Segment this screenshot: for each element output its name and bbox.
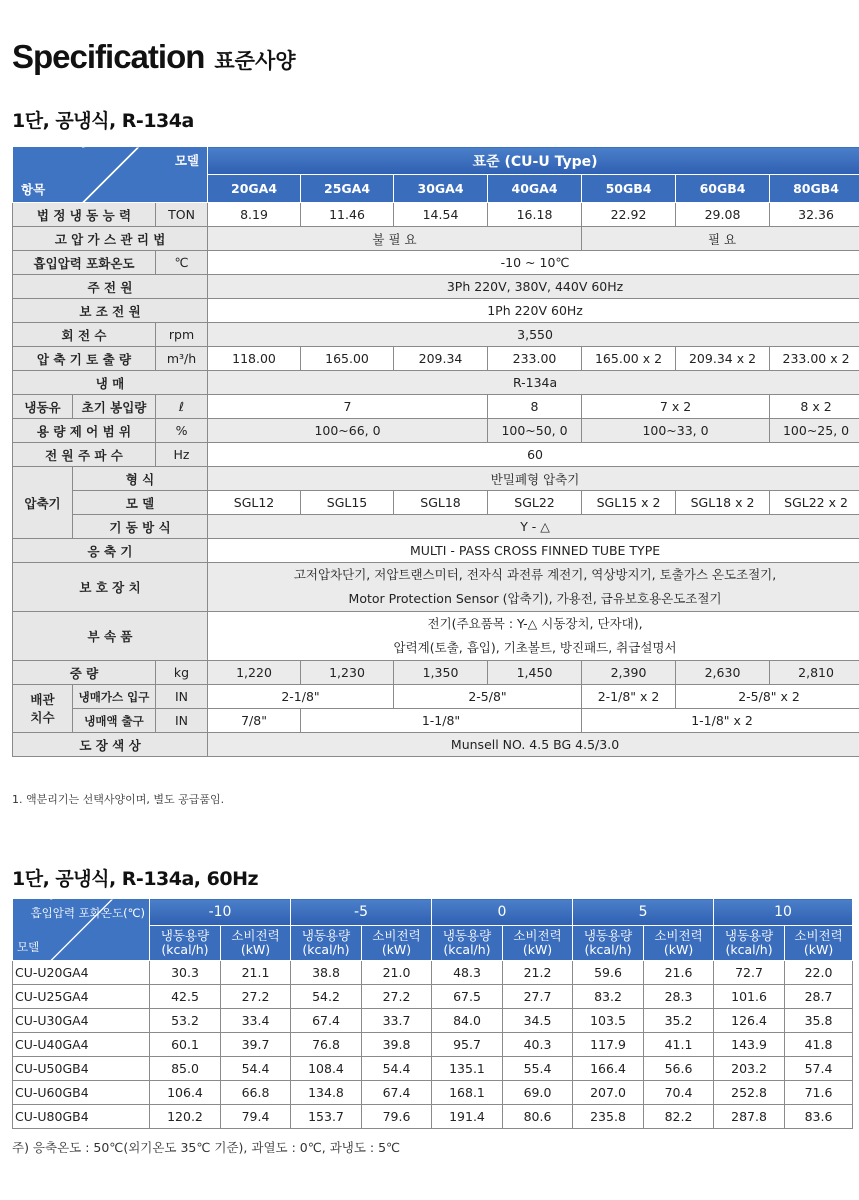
perf-model: CU-U80GB4 xyxy=(13,1105,150,1129)
perf-power-cell: 79.4 xyxy=(221,1105,291,1129)
cell: R-134a xyxy=(208,371,859,395)
performance-table xyxy=(12,898,853,1129)
perf-capacity-cell: 153.7 xyxy=(291,1105,362,1129)
row-discharge xyxy=(13,347,859,371)
perf-power-cell: 82.2 xyxy=(644,1105,714,1129)
perf-capacity-cell: 101.6 xyxy=(714,985,785,1009)
perf-footnote: 주) 응축온도 : 50℃(외기온도 35℃ 기준), 과열도 : 0℃, 과냉도 : 5℃ xyxy=(12,1140,401,1155)
perf-power-cell: 21.1 xyxy=(221,961,291,985)
row-accessory xyxy=(13,612,859,661)
power-label: 소비전력 xyxy=(372,928,421,943)
row-capacity-control xyxy=(13,419,859,443)
perf-header-temp: 5 xyxy=(573,899,714,926)
cell: 3,550 xyxy=(208,323,859,347)
perf-model: CU-U60GB4 xyxy=(13,1081,150,1105)
perf-capacity-cell: 191.4 xyxy=(432,1105,503,1129)
perf-row xyxy=(13,985,853,1009)
perf-power-cell: 21.0 xyxy=(362,961,432,985)
header-model: 20GA4 xyxy=(208,175,301,203)
perf-capacity-cell: 134.8 xyxy=(291,1081,362,1105)
capacity-unit: (kcal/h) xyxy=(443,942,491,957)
perf-capacity-cell: 168.1 xyxy=(432,1081,503,1105)
perf-model: CU-U20GA4 xyxy=(13,961,150,985)
cell: 1Ph 220V 60Hz xyxy=(208,299,859,323)
perf-power-cell: 67.4 xyxy=(362,1081,432,1105)
header-model: 30GA4 xyxy=(394,175,488,203)
cell xyxy=(208,612,859,661)
perf-power-cell: 83.6 xyxy=(785,1105,853,1129)
perf-capacity-cell: 85.0 xyxy=(150,1057,221,1081)
perf-power-cell: 22.0 xyxy=(785,961,853,985)
perf-header-power xyxy=(221,926,291,961)
title-korean: 표준사양 xyxy=(214,49,296,73)
cell: 2-1/8" x 2 xyxy=(582,685,676,709)
cell: 165.00 xyxy=(301,347,394,371)
perf-capacity-cell: 117.9 xyxy=(573,1033,644,1057)
perf-power-cell: 56.6 xyxy=(644,1057,714,1081)
perf-header-temp: 0 xyxy=(432,899,573,926)
row-unit: rpm xyxy=(156,323,208,347)
perf-power-cell: 39.7 xyxy=(221,1033,291,1057)
cell: 233.00 x 2 xyxy=(770,347,859,371)
header-model: 25GA4 xyxy=(301,175,394,203)
protection-line-2: Motor Protection Sensor (압축기), 가용전, 급유보호용온도조절기 xyxy=(348,591,722,606)
perf-header-capacity xyxy=(150,926,221,961)
cell: 반밀폐형 압축기 xyxy=(208,467,859,491)
perf-capacity-cell: 287.8 xyxy=(714,1105,785,1129)
cell: 233.00 xyxy=(488,347,582,371)
row-protection xyxy=(13,563,859,612)
perf-header-capacity xyxy=(291,926,362,961)
row-paint xyxy=(13,733,859,757)
perf-capacity-cell: 59.6 xyxy=(573,961,644,985)
perf-row xyxy=(13,1033,853,1057)
row-label: 법 정 냉 동 능 력 xyxy=(13,203,156,227)
perf-row xyxy=(13,961,853,985)
row-label: 주 전 원 xyxy=(13,275,208,299)
power-label: 소비전력 xyxy=(794,928,843,943)
row-compressor-start xyxy=(13,515,859,539)
spec-footnote: 1. 액분리기는 선택사양이며, 별도 공급품임. xyxy=(12,793,225,806)
row-sublabel: 형 식 xyxy=(73,467,208,491)
perf-power-cell: 27.2 xyxy=(362,985,432,1009)
header-model: 60GB4 xyxy=(676,175,770,203)
row-weight xyxy=(13,661,859,685)
row-label: 압축기 xyxy=(13,467,73,539)
cell: 165.00 x 2 xyxy=(582,347,676,371)
cell: 1,220 xyxy=(208,661,301,685)
row-label: 회 전 수 xyxy=(13,323,156,347)
perf-power-cell: 54.4 xyxy=(362,1057,432,1081)
perf-power-cell: 34.5 xyxy=(503,1009,573,1033)
cell: 1,450 xyxy=(488,661,582,685)
perf-capacity-cell: 38.8 xyxy=(291,961,362,985)
cell: Munsell NO. 4.5 BG 4.5/3.0 xyxy=(208,733,859,757)
title-english: Specification xyxy=(12,38,205,75)
perf-body xyxy=(13,961,853,1129)
cell: SGL22 xyxy=(488,491,582,515)
header-model: 40GA4 xyxy=(488,175,582,203)
cell: 7 x 2 xyxy=(582,395,770,419)
cell xyxy=(208,563,859,612)
capacity-unit: (kcal/h) xyxy=(161,942,209,957)
cell: 1,230 xyxy=(301,661,394,685)
capacity-unit: (kcal/h) xyxy=(584,942,632,957)
perf-header-model-label: 모델 xyxy=(17,940,40,954)
perf-capacity-cell: 67.4 xyxy=(291,1009,362,1033)
capacity-unit: (kcal/h) xyxy=(302,942,350,957)
cell: 100~50, 0 xyxy=(488,419,582,443)
row-label: 응 축 기 xyxy=(13,539,208,563)
power-label: 소비전력 xyxy=(513,928,562,943)
row-condenser xyxy=(13,539,859,563)
cell: 2,630 xyxy=(676,661,770,685)
perf-header-capacity xyxy=(432,926,503,961)
cell: 29.08 xyxy=(676,203,770,227)
perf-power-cell: 40.3 xyxy=(503,1033,573,1057)
perf-capacity-cell: 135.1 xyxy=(432,1057,503,1081)
cell: 22.92 xyxy=(582,203,676,227)
row-unit: Hz xyxy=(156,443,208,467)
protection-line-1: 고저압차단기, 저압트랜스미터, 전자식 과전류 계전기, 역상방지기, 토출가스 온도조절기, xyxy=(293,567,777,582)
cell: 100~33, 0 xyxy=(582,419,770,443)
perf-capacity-cell: 30.3 xyxy=(150,961,221,985)
perf-power-cell: 21.2 xyxy=(503,961,573,985)
perf-header-capacity xyxy=(714,926,785,961)
perf-model: CU-U25GA4 xyxy=(13,985,150,1009)
perf-capacity-cell: 126.4 xyxy=(714,1009,785,1033)
cell: MULTI - PASS CROSS FINNED TUBE TYPE xyxy=(208,539,859,563)
capacity-label: 냉동용량 xyxy=(442,928,492,943)
perf-power-cell: 57.4 xyxy=(785,1057,853,1081)
row-sublabel: 모 델 xyxy=(73,491,208,515)
perf-power-cell: 27.2 xyxy=(221,985,291,1009)
cell: 1-1/8" xyxy=(301,709,582,733)
perf-capacity-cell: 67.5 xyxy=(432,985,503,1009)
perf-capacity-cell: 60.1 xyxy=(150,1033,221,1057)
spec-table xyxy=(12,146,859,757)
row-label: 고 압 가 스 관 리 법 xyxy=(13,227,208,251)
row-label: 전 원 주 파 수 xyxy=(13,443,156,467)
perf-header-temp-label: 흡입압력 포화온도(℃) xyxy=(30,906,145,920)
row-pipe-outlet xyxy=(13,709,859,733)
row-sublabel: 기 동 방 식 xyxy=(73,515,208,539)
perf-capacity-cell: 53.2 xyxy=(150,1009,221,1033)
cell: 32.36 xyxy=(770,203,859,227)
perf-model: CU-U30GA4 xyxy=(13,1009,150,1033)
header-item-label: 항목 xyxy=(21,182,46,197)
cell: 8.19 xyxy=(208,203,301,227)
perf-power-cell: 35.8 xyxy=(785,1009,853,1033)
perf-row xyxy=(13,1057,853,1081)
power-label: 소비전력 xyxy=(231,928,280,943)
cell: 불 필 요 xyxy=(208,227,582,251)
row-label: 보 조 전 원 xyxy=(13,299,208,323)
cell: 1-1/8" x 2 xyxy=(582,709,859,733)
row-unit: IN xyxy=(156,685,208,709)
perf-capacity-cell: 48.3 xyxy=(432,961,503,985)
cell: 필 요 xyxy=(582,227,859,251)
perf-power-cell: 41.1 xyxy=(644,1033,714,1057)
row-label: 흡입압력 포화온도 xyxy=(13,251,156,275)
perf-power-cell: 69.0 xyxy=(503,1081,573,1105)
perf-header-power xyxy=(362,926,432,961)
row-compressor-type xyxy=(13,467,859,491)
perf-header-temp: -5 xyxy=(291,899,432,926)
row-unit: TON xyxy=(156,203,208,227)
cell: Y - △ xyxy=(208,515,859,539)
header-model: 80GB4 xyxy=(770,175,859,203)
row-capacity xyxy=(13,203,859,227)
perf-capacity-cell: 143.9 xyxy=(714,1033,785,1057)
perf-capacity-cell: 252.8 xyxy=(714,1081,785,1105)
page-title xyxy=(12,38,296,76)
perf-header-corner xyxy=(13,899,150,961)
perf-capacity-cell: 83.2 xyxy=(573,985,644,1009)
accessory-line-2: 압력계(토출, 흡입), 기초볼트, 방진패드, 취급설명서 xyxy=(393,640,677,655)
perf-power-cell: 21.6 xyxy=(644,961,714,985)
perf-capacity-cell: 108.4 xyxy=(291,1057,362,1081)
perf-power-cell: 35.2 xyxy=(644,1009,714,1033)
row-label: 냉 매 xyxy=(13,371,208,395)
cell: 2-5/8" xyxy=(394,685,582,709)
perf-power-cell: 79.6 xyxy=(362,1105,432,1129)
perf-header-power xyxy=(503,926,573,961)
perf-power-cell: 54.4 xyxy=(221,1057,291,1081)
cell: 100~25, 0 xyxy=(770,419,859,443)
row-label: 부 속 품 xyxy=(13,612,208,661)
row-unit: IN xyxy=(156,709,208,733)
row-label: 도 장 색 상 xyxy=(13,733,208,757)
cell: 118.00 xyxy=(208,347,301,371)
row-aux-power xyxy=(13,299,859,323)
cell: 209.34 xyxy=(394,347,488,371)
row-pipe-inlet xyxy=(13,685,859,709)
perf-capacity-cell: 95.7 xyxy=(432,1033,503,1057)
perf-capacity-cell: 120.2 xyxy=(150,1105,221,1129)
accessory-line-1: 전기(주요품목 : Y-△ 시동장치, 단자대), xyxy=(427,616,643,631)
cell: 14.54 xyxy=(394,203,488,227)
power-unit: (kW) xyxy=(522,942,553,957)
row-label: 중 량 xyxy=(13,661,156,685)
perf-row xyxy=(13,1081,853,1105)
cell: 11.46 xyxy=(301,203,394,227)
row-unit: kg xyxy=(156,661,208,685)
row-main-power xyxy=(13,275,859,299)
cell: SGL15 x 2 xyxy=(582,491,676,515)
perf-power-cell: 33.7 xyxy=(362,1009,432,1033)
section-heading-spec: 1단, 공냉식, R-134a xyxy=(12,110,194,132)
perf-header-temp: 10 xyxy=(714,899,853,926)
perf-power-cell: 71.6 xyxy=(785,1081,853,1105)
cell: 1,350 xyxy=(394,661,488,685)
perf-power-cell: 80.6 xyxy=(503,1105,573,1129)
row-label: 압 축 기 토 출 량 xyxy=(13,347,156,371)
row-rpm xyxy=(13,323,859,347)
cell: 2-1/8" xyxy=(208,685,394,709)
cell: SGL15 xyxy=(301,491,394,515)
row-unit: ℓ xyxy=(156,395,208,419)
row-refrigerant xyxy=(13,371,859,395)
cell: SGL18 xyxy=(394,491,488,515)
cell: 3Ph 220V, 380V, 440V 60Hz xyxy=(208,275,859,299)
perf-capacity-cell: 166.4 xyxy=(573,1057,644,1081)
perf-capacity-cell: 76.8 xyxy=(291,1033,362,1057)
row-sublabel: 냉매가스 입구 xyxy=(73,685,156,709)
cell: 2,390 xyxy=(582,661,676,685)
power-unit: (kW) xyxy=(663,942,694,957)
header-group: 표준 (CU-U Type) xyxy=(208,147,859,175)
row-suction xyxy=(13,251,859,275)
perf-power-cell: 55.4 xyxy=(503,1057,573,1081)
row-gas xyxy=(13,227,859,251)
perf-capacity-cell: 103.5 xyxy=(573,1009,644,1033)
capacity-label: 냉동용량 xyxy=(724,928,774,943)
perf-row xyxy=(13,1105,853,1129)
header-model-label: 모델 xyxy=(174,153,200,168)
capacity-unit: (kcal/h) xyxy=(725,942,773,957)
row-label: 보 호 장 치 xyxy=(13,563,208,612)
perf-capacity-cell: 207.0 xyxy=(573,1081,644,1105)
row-frequency xyxy=(13,443,859,467)
perf-capacity-cell: 72.7 xyxy=(714,961,785,985)
perf-header-power xyxy=(644,926,714,961)
cell: SGL22 x 2 xyxy=(770,491,859,515)
row-oil xyxy=(13,395,859,419)
power-unit: (kW) xyxy=(803,942,834,957)
perf-capacity-cell: 235.8 xyxy=(573,1105,644,1129)
header-model: 50GB4 xyxy=(582,175,676,203)
row-label: 용 량 제 어 범 위 xyxy=(13,419,156,443)
perf-power-cell: 66.8 xyxy=(221,1081,291,1105)
cell: 100~66, 0 xyxy=(208,419,488,443)
perf-power-cell: 33.4 xyxy=(221,1009,291,1033)
cell: SGL12 xyxy=(208,491,301,515)
cell: 8 xyxy=(488,395,582,419)
perf-power-cell: 27.7 xyxy=(503,985,573,1009)
cell: SGL18 x 2 xyxy=(676,491,770,515)
row-label: 냉동유 xyxy=(13,395,73,419)
row-sublabel: 냉매액 출구 xyxy=(73,709,156,733)
cell: 2-5/8" x 2 xyxy=(676,685,859,709)
capacity-label: 냉동용량 xyxy=(583,928,633,943)
capacity-label: 냉동용량 xyxy=(160,928,210,943)
perf-header-power xyxy=(785,926,853,961)
row-compressor-model xyxy=(13,491,859,515)
perf-capacity-cell: 84.0 xyxy=(432,1009,503,1033)
cell: -10 ~ 10℃ xyxy=(208,251,859,275)
power-unit: (kW) xyxy=(240,942,271,957)
row-unit: ℃ xyxy=(156,251,208,275)
cell: 8 x 2 xyxy=(770,395,859,419)
perf-capacity-cell: 106.4 xyxy=(150,1081,221,1105)
cell: 16.18 xyxy=(488,203,582,227)
perf-row xyxy=(13,1009,853,1033)
cell: 7 xyxy=(208,395,488,419)
power-unit: (kW) xyxy=(381,942,412,957)
perf-capacity-cell: 42.5 xyxy=(150,985,221,1009)
row-label: 배관 치수 xyxy=(13,685,73,733)
cell: 2,810 xyxy=(770,661,859,685)
perf-model: CU-U50GB4 xyxy=(13,1057,150,1081)
perf-header-capacity xyxy=(573,926,644,961)
perf-capacity-cell: 203.2 xyxy=(714,1057,785,1081)
perf-power-cell: 41.8 xyxy=(785,1033,853,1057)
perf-capacity-cell: 54.2 xyxy=(291,985,362,1009)
header-corner xyxy=(13,147,208,203)
perf-model: CU-U40GA4 xyxy=(13,1033,150,1057)
power-label: 소비전력 xyxy=(654,928,703,943)
perf-power-cell: 70.4 xyxy=(644,1081,714,1105)
cell: 209.34 x 2 xyxy=(676,347,770,371)
perf-power-cell: 28.7 xyxy=(785,985,853,1009)
capacity-label: 냉동용량 xyxy=(301,928,351,943)
section-heading-performance: 1단, 공냉식, R-134a, 60Hz xyxy=(12,868,259,890)
cell: 60 xyxy=(208,443,859,467)
row-sublabel: 초기 봉입량 xyxy=(73,395,156,419)
row-unit: % xyxy=(156,419,208,443)
perf-power-cell: 39.8 xyxy=(362,1033,432,1057)
row-unit: m³/h xyxy=(156,347,208,371)
perf-header-temp: -10 xyxy=(150,899,291,926)
perf-power-cell: 28.3 xyxy=(644,985,714,1009)
cell: 7/8" xyxy=(208,709,301,733)
